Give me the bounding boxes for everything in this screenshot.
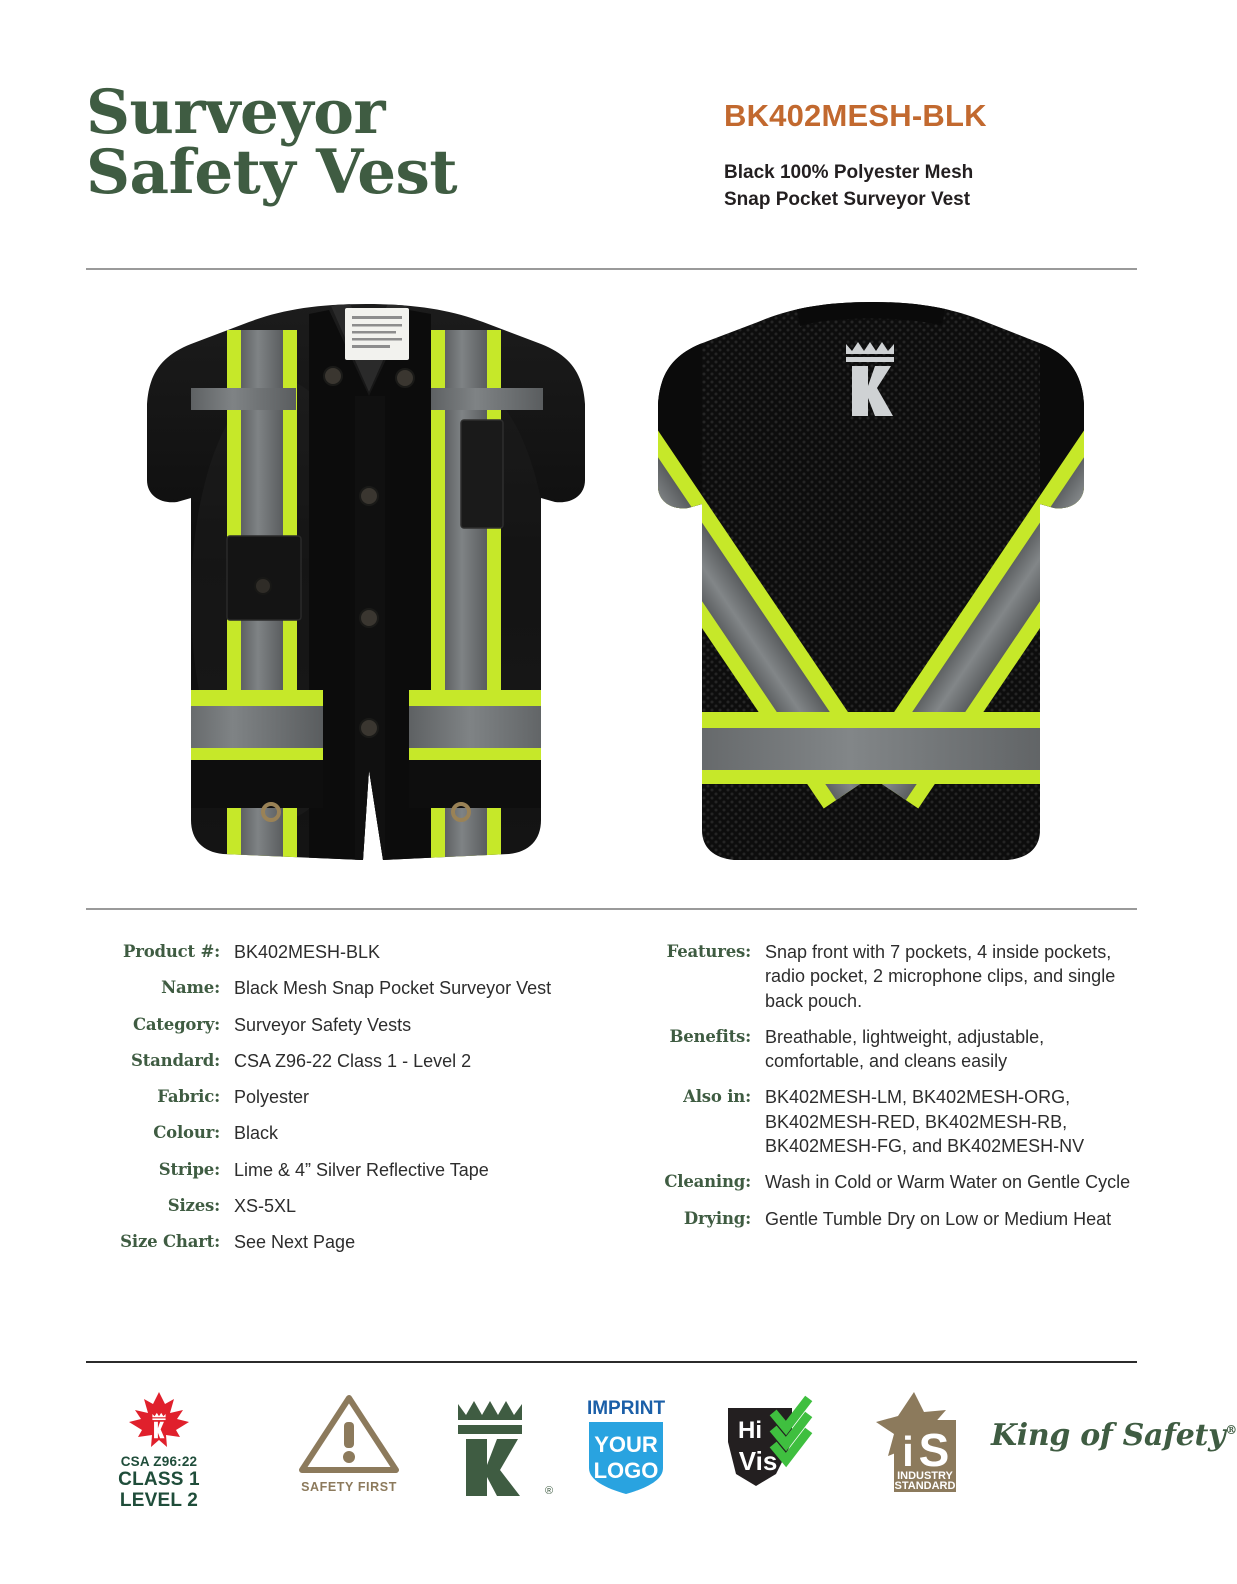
spec-row: [616, 1207, 1137, 1231]
spec-label: Size Chart:: [120, 1232, 220, 1252]
is-mark-s: S: [918, 1424, 950, 1476]
spec-value-line: See Next Page: [234, 1232, 356, 1253]
wordmark-label: King of Safety: [991, 1418, 1226, 1453]
safety-first-badge: [294, 1390, 404, 1520]
spec-label: Sizes:: [167, 1196, 220, 1216]
spec-label: Category:: [132, 1014, 220, 1034]
king-k-logo: [426, 1390, 556, 1520]
spec-row: [616, 1085, 1137, 1158]
spec-row: [86, 1121, 556, 1145]
spec-row: [86, 1158, 556, 1182]
page-title: [86, 77, 606, 208]
spec-value: [751, 1170, 1137, 1194]
spec-row: [86, 1085, 556, 1109]
spec-value-line: Snap front with 7 pockets, 4 inside pockets,: [765, 942, 1112, 962]
spec-value: [220, 1230, 556, 1254]
spec-value-line: Wash in Cold or Warm Water on Gentle Cycle: [765, 1172, 1131, 1193]
page-header: [0, 0, 1224, 250]
spec-value-line: Black Mesh Snap Pocket Surveyor Vest: [234, 978, 552, 999]
registered-mark: ®: [1225, 1423, 1237, 1437]
csa-badge-text: [100, 1454, 218, 1512]
spec-row: [616, 940, 1137, 1013]
spec-label: Cleaning:: [664, 1172, 751, 1192]
wordmark-text: [991, 1418, 1237, 1453]
industry-standard-badge: [856, 1390, 976, 1520]
spec-value-line: back pouch.: [765, 990, 863, 1011]
csa-class-line: CLASS 1: [118, 1469, 200, 1491]
hi-vis-badge: [714, 1390, 834, 1520]
product-images: [86, 300, 1137, 890]
spec-label: Features:: [666, 942, 751, 961]
spec-row: [86, 1049, 556, 1073]
maple-leaf-icon: [100, 1390, 218, 1454]
registered-mark: ®: [545, 1485, 554, 1497]
spec-value: [751, 940, 1137, 1013]
product-subtitle-line2: Snap Pocket Surveyor Vest: [724, 188, 971, 210]
spec-value-line: BK402MESH-LM, BK402MESH-ORG,: [765, 1087, 1071, 1108]
spec-label: Name:: [161, 978, 220, 998]
spec-value: [220, 1158, 556, 1182]
spec-row: [616, 1025, 1137, 1074]
vest-back-image: [646, 300, 1096, 890]
spec-row: [86, 1230, 556, 1254]
specifications: [86, 940, 1137, 1340]
spec-value-line: BK402MESH-BLK: [234, 942, 381, 962]
page-title-line1: Surveyor: [86, 77, 386, 148]
hi-vis-icon: [714, 1390, 834, 1495]
spec-value: [751, 1085, 1137, 1158]
spec-value-line: BK402MESH-RED, BK402MESH-RB,: [765, 1111, 1068, 1132]
king-of-safety-wordmark: [991, 1418, 1237, 1478]
spec-label: Stripe:: [158, 1159, 220, 1179]
spec-value-line: Lime & 4” Silver Reflective Tape: [234, 1159, 489, 1180]
csa-level-line: LEVEL 2: [119, 1490, 199, 1512]
vest-front-image: [131, 300, 601, 890]
spec-label: Also in:: [683, 1087, 751, 1107]
spec-value: [751, 1207, 1137, 1231]
csa-badge: [100, 1390, 218, 1520]
spec-value: [220, 1121, 556, 1145]
product-subtitle: [724, 160, 1124, 214]
spec-label: Benefits:: [669, 1026, 751, 1046]
product-subtitle-line1: Black 100% Polyester Mesh: [724, 162, 974, 183]
certification-badges: [86, 1390, 1237, 1540]
spec-value-line: XS-5XL: [234, 1196, 297, 1217]
spec-label: Drying:: [683, 1208, 751, 1228]
spec-value-line: CSA Z96-22 Class 1 - Level 2: [234, 1050, 472, 1071]
industry-word: INDUSTRY: [897, 1470, 953, 1482]
spec-label: Standard:: [131, 1050, 220, 1070]
spec-value-line: Breathable, lightweight, adjustable,: [765, 1026, 1045, 1047]
spec-value: [751, 1025, 1137, 1074]
warning-triangle-icon: [294, 1390, 404, 1476]
imprint-word: IMPRINT: [586, 1398, 666, 1419]
spec-value-line: comfortable, and cleans easily: [765, 1051, 1008, 1072]
spec-label: Colour:: [153, 1123, 220, 1143]
spec-value-line: Surveyor Safety Vests: [234, 1014, 412, 1035]
imprint-your-logo-badge: [571, 1390, 681, 1520]
logo-word: LOGO: [593, 1458, 659, 1483]
specs-column-left: [86, 940, 556, 1267]
spec-value: [220, 1194, 556, 1218]
industry-standard-icon: [856, 1390, 976, 1502]
spec-value-line: Gentle Tumble Dry on Low or Medium Heat: [765, 1208, 1112, 1229]
spec-label: Product #:: [123, 942, 220, 961]
specs-column-right: [616, 940, 1137, 1243]
spec-value: [220, 940, 556, 964]
standard-word: STANDARD: [894, 1480, 956, 1492]
product-sku: BK402MESH-BLK: [724, 98, 987, 133]
spec-value-line: radio pocket, 2 microphone clips, and single: [765, 966, 1116, 987]
hi-text: Hi: [738, 1417, 762, 1444]
spec-row: [86, 940, 556, 964]
spec-label: Fabric:: [157, 1087, 220, 1107]
safety-first-label: SAFETY FIRST: [301, 1480, 397, 1494]
csa-standard-line: CSA Z96:22: [120, 1454, 198, 1469]
spec-row: [86, 976, 556, 1000]
spec-value: [220, 976, 556, 1000]
spec-value: [220, 1049, 556, 1073]
crowned-k-icon: [426, 1390, 556, 1502]
your-word: YOUR: [594, 1432, 658, 1457]
vis-text: Vis: [738, 1446, 778, 1476]
divider-middle: [86, 908, 1137, 910]
spec-row: [616, 1170, 1137, 1194]
spec-value: [220, 1013, 556, 1037]
page-title-line2: Safety Vest: [86, 136, 458, 208]
is-mark: i: [902, 1428, 914, 1475]
spec-value-line: Polyester: [234, 1087, 310, 1108]
spec-row: [86, 1013, 556, 1037]
spec-value-line: BK402MESH-FG, and BK402MESH-NV: [765, 1136, 1085, 1157]
spec-value: [220, 1085, 556, 1109]
spec-row: [86, 1194, 556, 1218]
divider-bottom: [86, 1361, 1137, 1363]
spec-value-line: Black: [234, 1123, 279, 1144]
divider-top: [86, 268, 1137, 270]
imprint-shield-icon: [571, 1390, 681, 1502]
